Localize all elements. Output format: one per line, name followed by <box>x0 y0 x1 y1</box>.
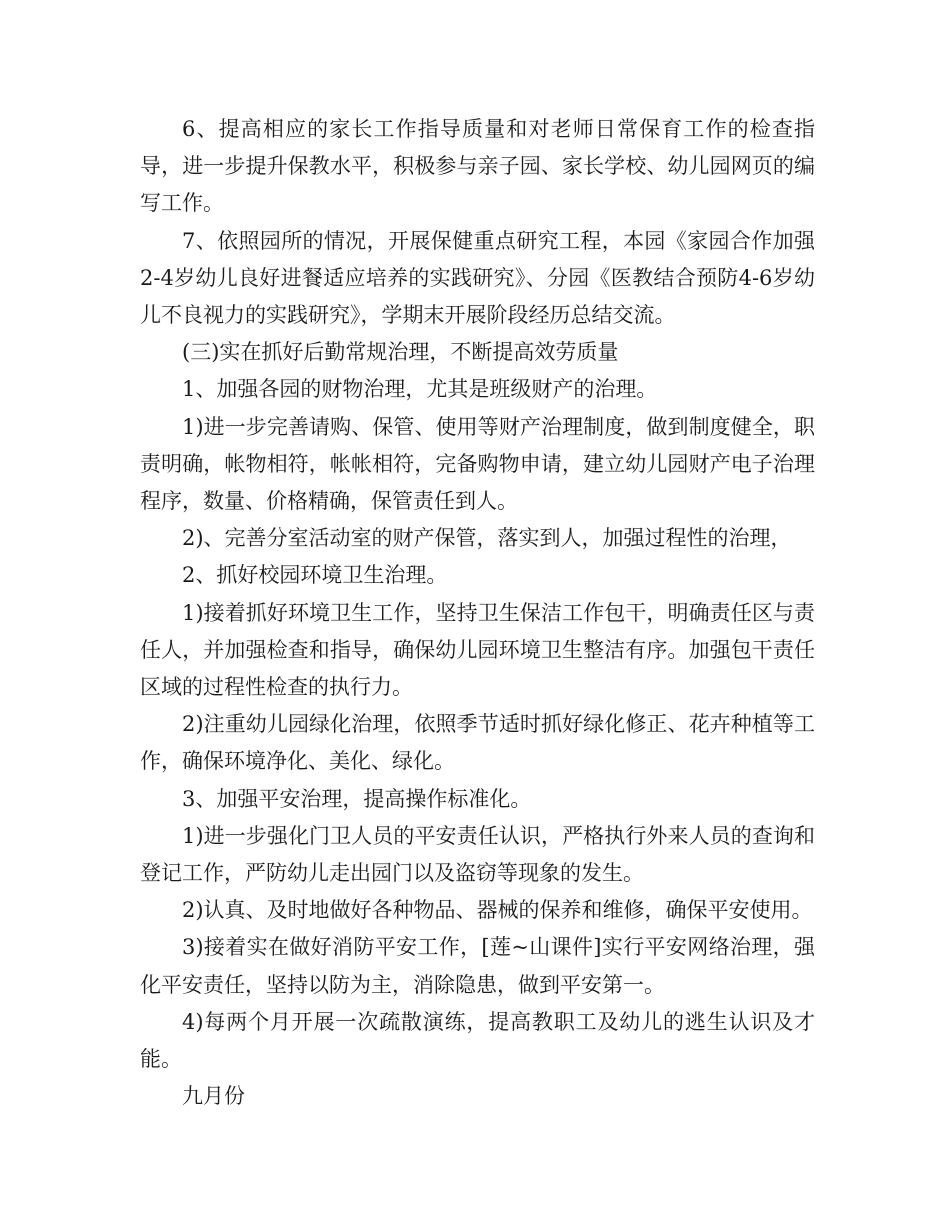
paragraph: 6、提高相应的家长工作指导质量和对老师日常保育工作的检查指导，进一步提升保教水平，积极参与亲子园、家长学校、幼儿园网页的编写工作。 <box>140 117 815 216</box>
paragraph: 1)接着抓好环境卫生工作，坚持卫生保洁工作包干，明确责任区与责任人，并加强检查和指导，确保幼儿园环境卫生整洁有序。加强包干责任区域的过程性检查的执行力。 <box>140 600 815 700</box>
paragraph: 3)接着实在做好消防平安工作，[莲~山课件]实行平安网络治理，强化平安责任，坚持以防为主，消除隐患，做到平安第一。 <box>140 935 815 997</box>
paragraph: 1)进一步完善请购、保管、使用等财产治理制度，做到制度健全，职责明确，帐物相符，帐帐相符，完备购物申请，建立幼儿园财产电子治理程序，数量、价格精确，保管责任到人。 <box>140 414 815 514</box>
month-heading: 九月份 <box>182 1084 245 1109</box>
section-heading: (三)实在抓好后勤常规治理，不断提高效劳质量 <box>182 340 619 365</box>
paragraph: 1、加强各园的财物治理，尤其是班级财产的治理。 <box>182 377 658 402</box>
paragraph: 1)进一步强化门卫人员的平安责任认识，严格执行外来人员的查询和登记工作，严防幼儿走出园门以及盗窃等现象的发生。 <box>140 823 815 886</box>
paragraph: 3、加强平安治理，提高操作标准化。 <box>182 786 532 811</box>
paragraph: 2)认真、及时地做好各种物品、器械的保养和维修，确保平安使用。 <box>182 898 813 923</box>
paragraph: 2、抓好校园环境卫生治理。 <box>182 563 448 588</box>
paragraph: 7、依照园所的情况，开展保健重点研究工程，本园《家园合作加强2-4岁幼儿良好进餐适应培养的实践研究》、分园《医教结合预防4-6岁幼儿不良视力的实践研究》，学期末开展阶段经历总结交流。 <box>140 228 815 328</box>
document-body <box>140 111 815 1115</box>
paragraph: 4)每两个月开展一次疏散演练，提高教职工及幼儿的逃生认识及才能。 <box>140 1009 815 1072</box>
paragraph: 2)注重幼儿园绿化治理，依照季节适时抓好绿化修正、花卉种植等工作，确保环境净化、美化、绿化。 <box>140 712 815 774</box>
paragraph: 2)、完善分室活动室的财产保管，落实到人，加强过程性的治理， <box>182 526 792 551</box>
